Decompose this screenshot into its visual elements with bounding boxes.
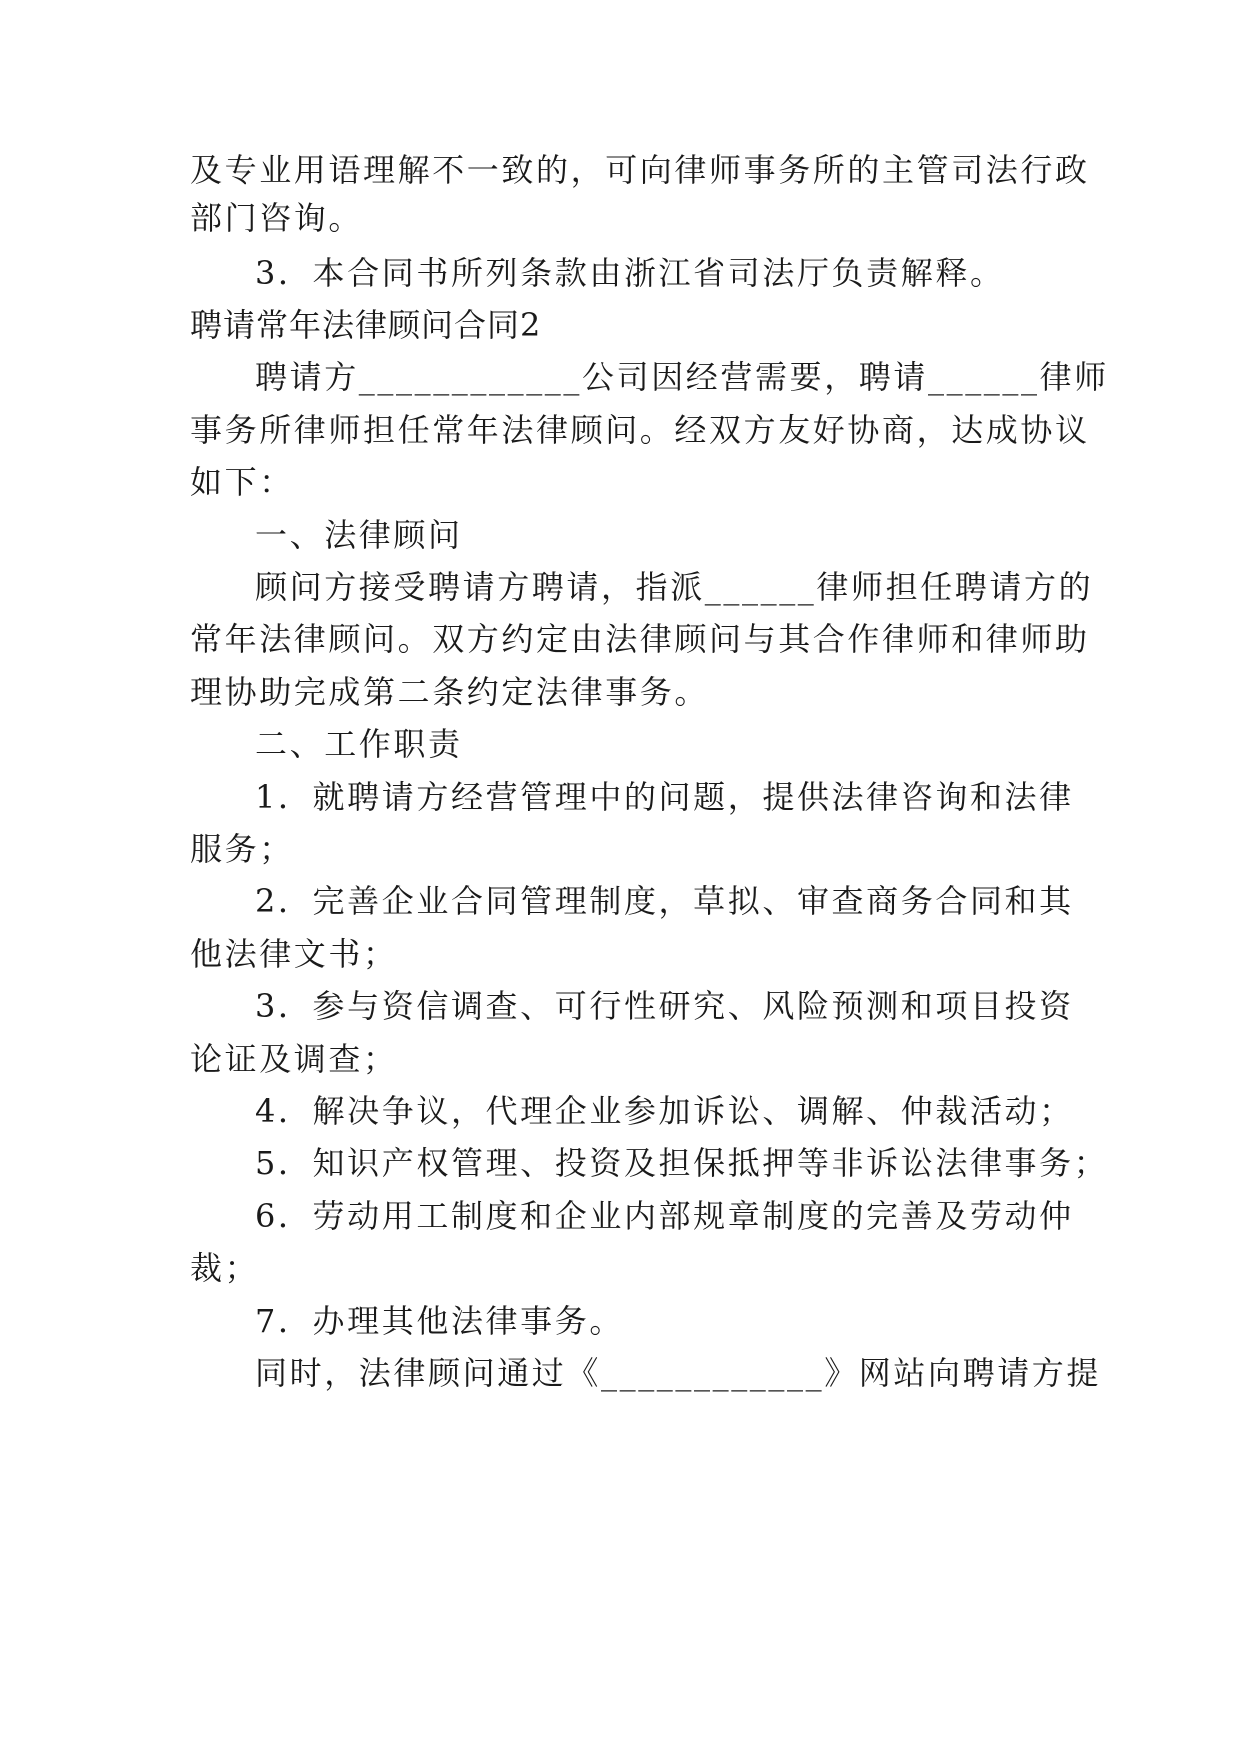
duty-item-6: 6．劳动用工制度和企业内部规章制度的完善及劳动仲	[255, 1197, 1074, 1235]
paragraph-line: 部门咨询。	[190, 199, 364, 237]
duty-item-5: 5．知识产权管理、投资及担保抵押等非诉讼法律事务；	[255, 1144, 1109, 1182]
paragraph-line: 同时，法律顾问通过《____________》网站向聘请方提	[255, 1354, 1102, 1392]
paragraph-line: 常年法律顾问。双方约定由法律顾问与其合作律师和律师助	[190, 620, 1090, 658]
paragraph-line: 服务；	[190, 830, 294, 868]
duty-item-7: 7．办理其他法律事务。	[255, 1302, 624, 1340]
paragraph-line: 理协助完成第二条约定法律事务。	[190, 673, 710, 711]
duty-item-3: 3．参与资信调查、可行性研究、风险预测和项目投资	[255, 987, 1074, 1025]
paragraph-line: 及专业用语理解不一致的，可向律师事务所的主管司法行政	[190, 151, 1090, 189]
duty-item-2: 2．完善企业合同管理制度，草拟、审查商务合同和其	[255, 882, 1074, 920]
duty-item-1: 1．就聘请方经营管理中的问题，提供法律咨询和法律	[255, 778, 1074, 816]
heading-legal-counsel: 一、法律顾问	[255, 516, 463, 554]
paragraph-line: 聘请方____________公司因经营需要，聘请______律师	[255, 358, 1109, 396]
duty-item-4: 4．解决争议，代理企业参加诉讼、调解、仲裁活动；	[255, 1092, 1074, 1130]
paragraph-line: 顾问方接受聘请方聘请，指派______律师担任聘请方的	[255, 568, 1094, 606]
paragraph-line: 事务所律师担任常年法律顾问。经双方友好协商，达成协议	[190, 411, 1090, 449]
paragraph-line: 裁；	[190, 1249, 260, 1287]
heading-duties: 二、工作职责	[255, 725, 463, 763]
section-title: 聘请常年法律顾问合同2	[190, 306, 542, 344]
paragraph-line: 如下：	[190, 463, 294, 501]
paragraph-line: 论证及调查；	[190, 1040, 398, 1078]
clause-3-interpretation: 3．本合同书所列条款由浙江省司法厅负责解释。	[255, 254, 1005, 292]
paragraph-line: 他法律文书；	[190, 935, 398, 973]
